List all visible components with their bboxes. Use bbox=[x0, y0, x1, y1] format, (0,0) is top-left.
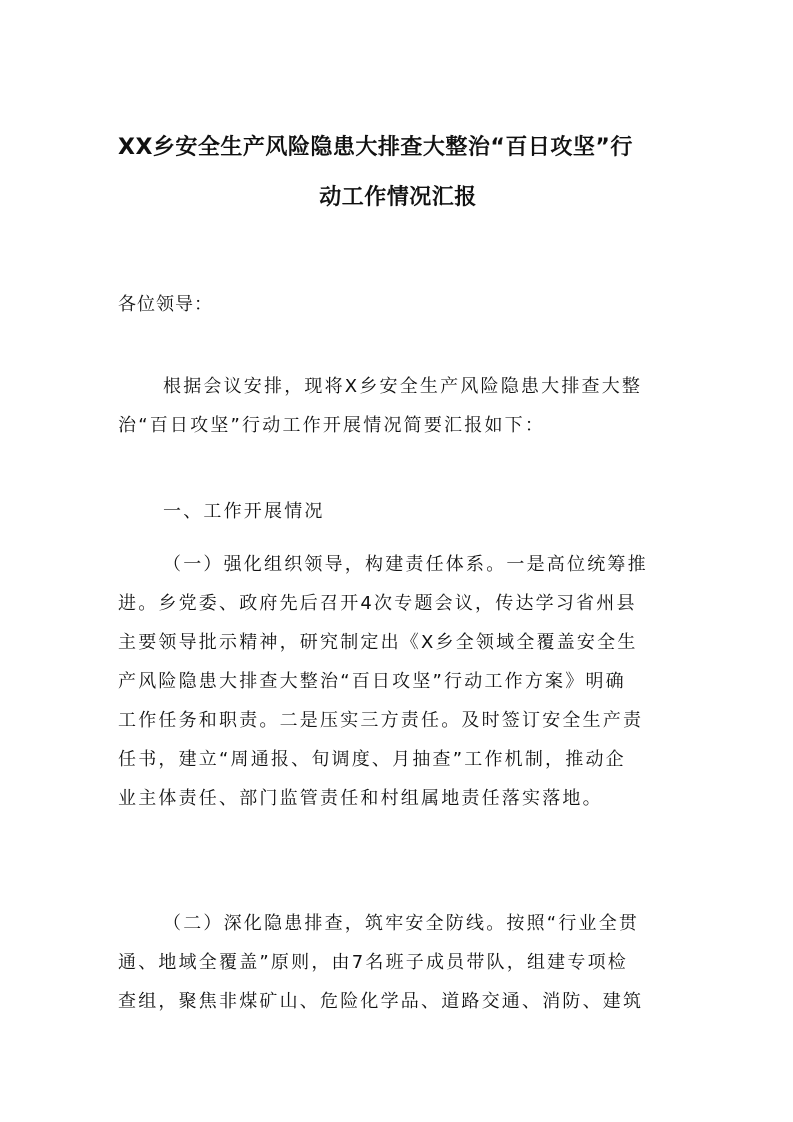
section-heading bbox=[118, 492, 678, 531]
paragraph-line: 通、地域全覆盖”原则，由7名班子成员带队，组建专项检 bbox=[118, 952, 628, 973]
document-title-line-2: 动工作情况汇报 bbox=[319, 185, 477, 210]
paragraph-line: 主要领导批示精神，研究制定出《X乡全领域全覆盖安全生 bbox=[118, 632, 638, 653]
paragraph-line: （二）深化隐患排查，筑牢安全防线。按照“行业全贯 bbox=[163, 913, 640, 934]
intro-line: 根据会议安排，现将X乡安全生产风险隐患大排查大整 bbox=[163, 376, 643, 397]
paragraph-inspection bbox=[118, 904, 678, 1021]
salutation: 各位领导： bbox=[118, 294, 213, 315]
intro-line: 治“百日攻坚”行动工作开展情况简要汇报如下： bbox=[118, 415, 546, 436]
paragraph-line: （一）强化组织领导，构建责任体系。一是高位统筹推 bbox=[163, 554, 648, 575]
paragraph-line: 业主体责任、部门监管责任和村组属地责任落实落地。 bbox=[118, 788, 603, 809]
paragraph-line: 工作任务和职责。二是压实三方责任。及时签订安全生产责 bbox=[118, 710, 644, 731]
document-title-line-1: XX乡安全生产风险隐患大排查大整治“百日攻坚”行 bbox=[118, 135, 633, 160]
paragraph-line: 进。乡党委、政府先后召开4次专题会议，传达学习省州县 bbox=[118, 593, 637, 614]
paragraph-line: 任书，建立“周通报、旬调度、月抽查”工作机制，推动企 bbox=[118, 749, 626, 770]
paragraph-line: 查组，聚焦非煤矿山、危险化学品、道路交通、消防、建筑 bbox=[118, 991, 644, 1012]
intro-paragraph bbox=[118, 367, 678, 445]
section-heading-text: 一、工作开展情况 bbox=[163, 501, 325, 522]
paragraph-organization bbox=[118, 545, 678, 818]
paragraph-line: 产风险隐患大排查大整治“百日攻坚”行动工作方案》明确 bbox=[118, 671, 626, 692]
